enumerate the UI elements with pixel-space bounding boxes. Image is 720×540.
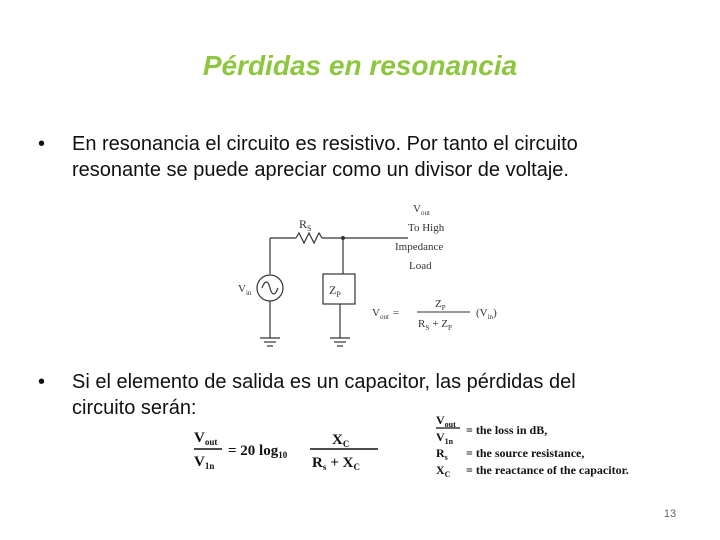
slide-number: 13 — [663, 508, 677, 520]
legend-rs: $R_s$ — [436, 446, 448, 462]
eq-denominator: $R_S + Z_P$ — [418, 318, 452, 332]
eq-lhs: $V_{out}$ = — [372, 307, 400, 321]
load-line-1: To High — [408, 222, 445, 234]
loss-formula — [192, 424, 392, 476]
legend-text-1: = the loss in dB, — [466, 423, 548, 437]
bullet-marker: • — [38, 133, 46, 155]
slide-title: Pérdidas en resonancia — [202, 50, 518, 81]
legend-vin: $V_{1n}$ — [436, 430, 454, 446]
load-line-3: Load — [409, 260, 432, 272]
eq-numerator: $Z_P$ — [435, 298, 446, 312]
loss-lhs-num: $V_{out}$ — [194, 430, 218, 447]
vin-label: $V_{in}$ — [238, 283, 252, 297]
vout-label: $V_{out}$ — [413, 203, 430, 217]
loss-frac-num: $X_C$ — [332, 432, 350, 449]
bullet-line: En resonancia el circuito es resistivo. Por tanto el circuito — [72, 133, 578, 155]
legend-text-3: = the reactance of the capacitor. — [466, 463, 629, 477]
bullet-marker: • — [38, 371, 46, 393]
bullet-line: Si el elemento de salida es un capacitor, las pérdidas del — [72, 371, 576, 393]
circuit-diagram — [230, 198, 520, 356]
bullet-text — [72, 131, 672, 183]
loss-log-term: = 20 $\log_{10}$ — [228, 443, 288, 460]
bullet-line: resonante se puede apreciar como un divisor de voltaje. — [72, 159, 569, 181]
bullet-line: circuito serán: — [72, 397, 197, 419]
legend-xc: $X_C$ — [436, 463, 451, 479]
load-line-2: Impedance — [395, 241, 444, 253]
legend-text-2: = the source resistance, — [466, 446, 585, 460]
zp-label: $Z_P$ — [329, 283, 341, 299]
loss-lhs-den: $V_{1n}$ — [194, 454, 215, 471]
variable-legend — [434, 410, 690, 480]
eq-rhs: $(V_{in})$ — [476, 307, 497, 321]
legend-vout: $V_{out}$ — [436, 413, 456, 429]
loss-frac-den: $R_s + X_C$ — [312, 455, 360, 472]
rs-label: $R_S$ — [299, 217, 312, 233]
